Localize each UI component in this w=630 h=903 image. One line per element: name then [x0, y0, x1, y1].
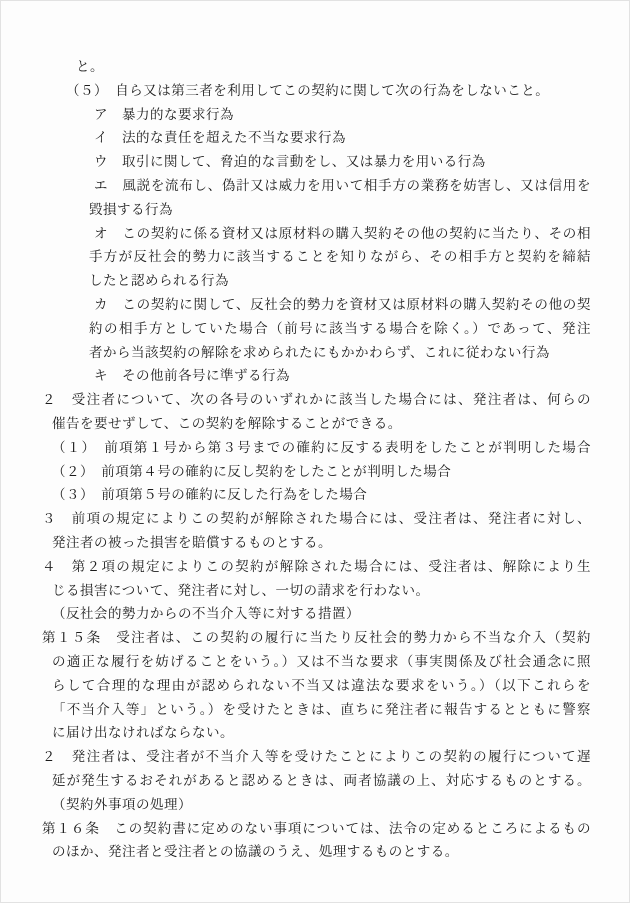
article-16-heading: （契約外事項の処理） [52, 796, 192, 812]
article-15-heading: （反社会的勢力からの不当介入等に対する措置） [52, 606, 360, 622]
contract-line: したと認められる行為 [89, 273, 229, 289]
contract-paragraph-3-line: ３ 前項の規定によりこの契約が解除された場合には、受注者は、発注者に対し、 [42, 511, 591, 527]
contract-line: 「不当介入等」という。）を受けたときは、直ちに発注者に報告するとともに警察 [52, 701, 591, 717]
article-15-paragraph-2-line: ２ 発注者は、受注者が不当介入等を受けたことによりこの契約の履行について遅 [42, 749, 591, 765]
contract-line: 毀損する行為 [89, 201, 173, 217]
contract-line: らして合理的な理由が認められない不当又は違法な要求をいう。）（以下これらを [52, 677, 591, 693]
contract-item-3-line: （３） 前項第５号の確約に反した行為をした場合 [52, 487, 368, 503]
contract-subitem-o-line: オ この契約に係る資材又は原材料の購入契約その他の契約に当たり、その相 [94, 225, 591, 241]
contract-subitem-u-line: ウ 取引に関して、脅迫的な言動をし、又は暴力を用いる行為 [94, 154, 486, 170]
contract-item-2-line: （２） 前項第４号の確約に反し契約をしたことが判明した場合 [52, 463, 452, 479]
contract-subitem-ka-line: カ この契約に関して、反社会的勢力を資材又は原材料の購入契約その他の契 [94, 296, 591, 312]
contract-line: 延が発生するおそれがあると認めるときは、両者協議の上、対応するものとする。 [52, 772, 591, 788]
contract-line: の適正な履行を妨げることをいう。）又は不当な要求（事実関係及び社会通念に照 [52, 653, 591, 669]
contract-line: 発注者の被った損害を賠償するものとする。 [52, 534, 332, 550]
contract-subitem-i-line: イ 法的な責任を超えた不当な要求行為 [94, 130, 346, 146]
contract-line: じる損害について、発注者に対し、一切の請求を行わない。 [52, 582, 430, 598]
contract-subitem-a-line: ア 暴力的な要求行為 [94, 106, 234, 122]
article-15-line: 第１５条 受注者は、この契約の履行に当たり反社会的勢力から不当な介入（契約 [42, 630, 591, 646]
contract-paragraph-2-line: ２ 受注者について、次の各号のいずれかに該当した場合には、発注者は、何らの [42, 392, 591, 408]
contract-paragraph-4-line: ４ 第２項の規定によりこの契約が解除された場合には、受注者は、解除により生 [42, 558, 591, 574]
contract-text-body [1, 55, 629, 864]
contract-line: 者から当該契約の解除を求められたにもかかわらず、これに従わない行為 [89, 344, 550, 360]
contract-subitem-ki-line: キ その他前各号に準ずる行為 [94, 368, 290, 384]
contract-line: 手方が反社会的勢力に該当することを知りながら、その相手方と契約を締結 [89, 249, 591, 265]
contract-line: と。 [76, 59, 104, 74]
contract-subitem-e-line: エ 風説を流布し、偽計又は威力を用いて相手方の業務を妨害し、又は信用を [94, 177, 591, 193]
article-16-line: 第１６条 この契約書に定めのない事項については、法令の定めるところによるもの [42, 820, 591, 836]
contract-line: 催告を要せずして、この契約を解除することができる。 [52, 415, 402, 431]
contract-line: 約の相手方としていた場合（前号に該当する場合を除く。）であって、発注 [89, 320, 591, 336]
contract-item-1-line: （１） 前項第１号から第３号までの確約に反する表明をしたことが判明した場合 [52, 439, 591, 455]
contract-line: のほか、発注者と受注者との協議のうえ、処理するものとする。 [52, 844, 459, 860]
contract-line: に届け出なければならない。 [52, 725, 234, 741]
contract-item-5-line: （５） 自ら又は第三者を利用してこの契約に関して次の行為をしないこと。 [66, 82, 550, 98]
